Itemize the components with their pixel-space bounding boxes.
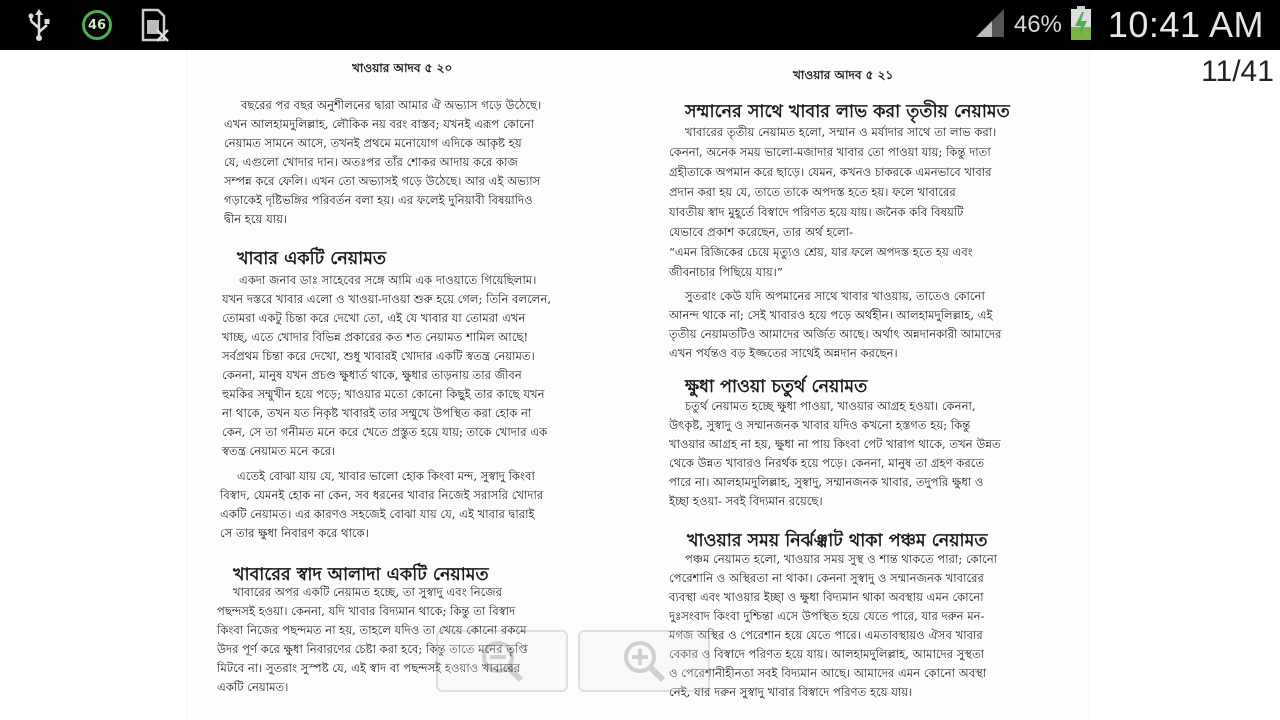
text-line: এতেই বোঝা যায় যে, খাবার ভালো হোক কিংবা মন্দ, সুস্বাদু কিংবা: [237, 469, 535, 483]
battery-charging-icon: [1070, 5, 1092, 45]
text-line: ও পেরেশানীহীনতা সবই বিদ্যমান আছে। আমাদের এমন কোনো অবস্থা: [669, 666, 987, 680]
text-line: পারে না। আলহামদুলিল্লাহ, সুস্বাদু, সম্মানজনক খাবার, তদুপরি ক্ষুধা ও: [669, 475, 984, 489]
text-line: চতুর্থ নেয়ামত হচ্ছে ক্ষুধা পাওয়া, খাওয়ার আগ্রহ হওয়া। কেননা,: [685, 399, 976, 413]
section-heading: ক্ষুধা পাওয়া চতুর্থ নেয়ামত: [685, 377, 868, 397]
network-label: 46: [82, 10, 112, 40]
text-line: যে, এগুলো খোদার দান। অতঃপর তাঁর শোকর আদায় করে কাজ: [224, 155, 518, 169]
page-counter: 11/41: [1195, 50, 1280, 93]
text-line: তৃতীয় নেয়ামতটিও আমাদের অর্জিত আছে। অর্থাৎ অন্নদানকারী আমাদের: [669, 327, 1002, 341]
running-head-right: খাওয়ার আদব ৫ ২১: [793, 68, 894, 82]
text-line: মিটবে না। সুতরাং সুস্পষ্ট যে, এই স্বাদ বা পছন্দসই হওয়াও খাবারের: [217, 661, 521, 675]
text-line: একটি নেয়ামত।: [217, 680, 289, 694]
zoom-in-icon: [619, 636, 669, 686]
usb-icon: [22, 8, 56, 42]
quote-line: জীবনাচার পিছিয়ে যায়।”: [669, 265, 783, 279]
text-line: না থাকে, তখন যত নিকৃষ্ট খাবারই তার সম্মুখে উপস্থিত করা হোক না: [222, 406, 532, 420]
text-line: সে তার ক্ষুধা নিবারণ করে থাকে।: [220, 526, 369, 540]
text-line: একদা জনাব ডাঃ সাহেবের সঙ্গে আমি এক দাওয়াতে গিয়েছিলাম।: [239, 273, 537, 287]
section-heading: খাবার একটি নেয়ামত: [237, 249, 387, 269]
clock: 10:41 AM: [1107, 4, 1264, 45]
text-line: বছরের পর বছর অনুশীলনের দ্বারা আমার ঐ অভ্যাস গড়ে উঠেছে।: [241, 98, 542, 112]
text-line: নেয়ামত সামনে আসে, তখনই প্রথমে মনোযোগ এদিকে আকৃষ্ট হয়: [224, 136, 522, 150]
text-line: সম্পন্ন করে ফেলি। এখন তো অভ্যাসই গড়ে উঠেছে। আর এই অভ্যাস: [224, 174, 541, 188]
text-line: বেকার ও বিস্বাদে পরিণত হয়ে যায়। আলহামদুলিল্লাহ, আমাদের সুস্থতা: [669, 647, 985, 661]
status-icons-left: [22, 6, 172, 44]
zoom-out-button[interactable]: [436, 630, 568, 692]
text-line: দুঃসংবাদ কিংবা দুশ্চিন্তা এসে উপস্থিত হয়ে যেতে পারে, যার দরুন মন-: [669, 609, 985, 623]
text-line: উদর পূর্ণ করে ক্ষুধা নিবারণের চেষ্টা করা হবে; কিন্তু তাতে মনের তৃপ্তি: [217, 642, 528, 656]
text-line: হুমকির সম্মুখীন হয়ে পড়ে; খাওয়ার মতো কোনো কিছুই তার কাছে যখন: [222, 387, 545, 401]
text-line: আনন্দ থাকে না; সেই খাবারও হয়ে পড়ে অর্থহীন। আলহামদুলিল্লাহ, এই: [669, 308, 993, 322]
section-heading: খাওয়ার সময় নির্ঝঞ্ঝাট থাকা পঞ্চম নেয়ামত: [687, 531, 988, 551]
text-line: পঞ্চম নেয়ামত হলো, খাওয়ার সময় সুস্থ ও শান্ত থাকতে পারা; কোনো: [685, 552, 998, 566]
text-line: যখন দস্তরে খাবার এলো ও খাওয়া-দাওয়া শুরু হয়ে গেল; তিনি বললেন,: [222, 292, 552, 306]
text-line: দ্বীন হয়ে যায়।: [224, 212, 288, 226]
document-page[interactable]: [187, 50, 1089, 720]
text-line: কিংবা নিজের পছন্দমত না হয়, তাহলে যদিও তা খেয়ে কোনো রকমে: [217, 623, 527, 637]
text-line: গড়াকেই দৃষ্টিভঙ্গির পরিবর্তন বলা হয়। এর ফলেই দুনিয়াবী বিষয়াদিও: [224, 193, 533, 207]
text-line: তোমরা একটু চিন্তা করে দেখো তো, এই যে খাবার যা তোমরা এখন: [222, 311, 526, 325]
text-line: যাবতীয় স্বাদ মুহূর্তে বিস্বাদে পরিণত হয়ে যায়। জনৈক কবি বিষয়টি: [669, 205, 964, 219]
battery-percent: 46%: [1013, 11, 1062, 38]
status-icons-right: [974, 0, 1264, 50]
text-line: ইচ্ছা হওয়া- সবই বিদ্যমান রয়েছে।: [669, 494, 823, 508]
quote-line: “এমন রিজিকের চেয়ে মৃত্যুও শ্রেয়, যার ফলে অপদস্ত হতে হয় এবং: [669, 245, 973, 259]
text-line: বিস্বাদ, যেমনই হোক না কেন, সব ধরনের খাবার নিজেই সরাসরি খোদার: [220, 488, 544, 502]
signal-icon: [974, 7, 1006, 43]
text-line: এখন পর্যন্তও বড় ইজ্জতের সাথেই অন্নদান করছেন।: [669, 346, 898, 360]
text-line: থেকে উন্নত খাবারও নিরর্থক হয়ে পড়ে। কেননা, মানুষ তা গ্রহণ করতে: [669, 456, 985, 470]
text-line: পছন্দসই হওয়া। কেননা, যদি খাবার বিদ্যমান থাকে; কিন্তু তা বিস্বাদ: [217, 604, 516, 618]
running-head-left: খাওয়ার আদব ৫ ২০: [352, 61, 453, 75]
text-line: ব্যবস্থা এবং খাওয়ার ইচ্ছা ও ক্ষুধা বিদ্যমান থাকা অবস্থায় এমন কোনো: [669, 590, 984, 604]
text-line: প্রদান করা হয় যে, তাতে তাকে অপদস্ত হতে হয়। ফলে খাবারের: [669, 185, 956, 199]
text-line: কেননা, মানুষ যখন প্রচণ্ড ক্ষুধার্ত থাকে, ক্ষুধার তাড়নায় তার জীবন: [222, 368, 522, 382]
text-line: উৎকৃষ্ট, সুস্বাদু ও সম্মানজনক খাবার যদিও কখনো হস্তগত হয়; কিন্তু: [669, 418, 971, 432]
text-line: যেভাবে প্রকাশ করেছেন, তার অর্থ হলো-: [669, 225, 853, 239]
text-line: কেন, সে তা গনীমত মনে করে খেতে প্রস্তুত হয়ে যায়; তাকে খোদার এক: [222, 425, 548, 439]
text-line: স্বতন্ত্র নেয়ামত মনে করে।: [222, 444, 336, 458]
sim-disabled-icon: [138, 8, 172, 42]
text-line: খাওয়ার আগ্রহ না হয়, ক্ষুধা না পায় কিংবা পেট খারাপ থাকে, তখন উন্নত: [669, 437, 1001, 451]
text-line: নেই, যার দরুন সুস্বাদু খাবার বিস্বাদে পরিণত হয়ে যায়।: [669, 685, 913, 699]
section-heading: সম্মানের সাথে খাবার লাভ করা তৃতীয় নেয়ামত: [685, 102, 1010, 122]
text-line: খাবারের অপর একটি নেয়ামত হচ্ছে, তা সুস্বাদু এবং নিজের: [233, 585, 503, 599]
zoom-in-button[interactable]: [578, 630, 710, 692]
text-line: সর্বপ্রথম চিন্তা করে দেখো, শুধু খাবারই খোদার একটি স্বতন্ত্র নেয়ামত।: [222, 349, 535, 363]
section-heading: খাবারের স্বাদ আলাদা একটি নেয়ামত: [233, 565, 489, 585]
text-line: এখন আলহামদুলিল্লাহ, লৌকিক নয় বরং বাস্তব; যখনই এরূপ কোনো: [224, 117, 535, 131]
zoom-controls: [436, 630, 710, 692]
status-bar: [0, 0, 1280, 50]
text-line: সুতরাং কেউ যদি অপমানের সাথে খাবার খাওয়ায়, তাতেও কোনো: [685, 289, 985, 303]
text-line: একটি নেয়ামত। এর কারণও সহজেই বোঝা যায় যে, এই খাবার দ্বারাই: [220, 507, 535, 521]
text-line: গ্রহীতাকে অপমান করে ছাড়ে। যেমন, কখনও চাকরকে এমনভাবে খাবার: [669, 165, 992, 179]
network-46-icon: [80, 8, 114, 42]
text-line: খাবারের তৃতীয় নেয়ামত হলো, সম্মান ও মর্যাদার সাথে তা লাভ করা।: [685, 125, 997, 139]
zoom-out-icon: [477, 636, 527, 686]
text-line: খাচ্ছ, এতে খোদার বিভিন্ন প্রকারের কত শত নেয়ামত শামিল আছে!: [222, 330, 529, 344]
text-line: মগজ অস্থির ও পেরেশান হয়ে যেতে পারে। এমতাবস্থায়ও ঐসব খাবার: [669, 628, 983, 642]
text-line: কেননা, অনেক সময় ভালো-মজাদার খাবার তো পাওয়া যায়; কিন্তু দাতা: [669, 145, 991, 159]
text-line: পেরেশানি ও অস্থিরতা না থাকা। কেননা সুস্বাদু ও সম্মানজনক খাবারের: [669, 571, 984, 585]
